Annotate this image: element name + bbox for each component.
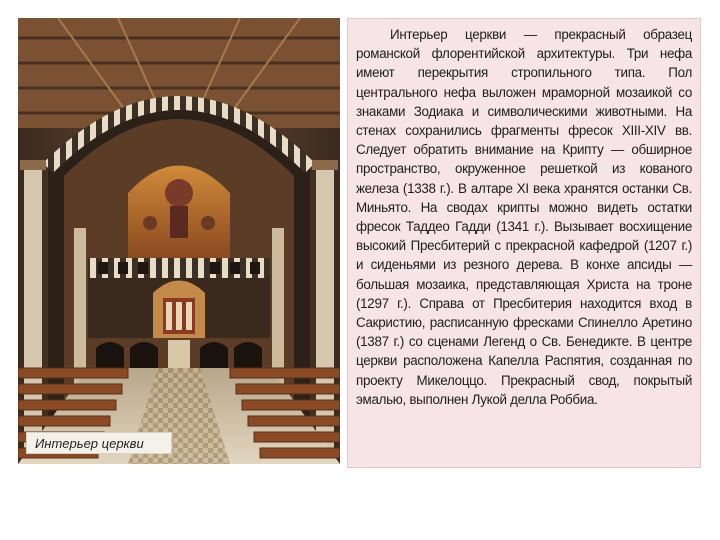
article-text-box (347, 18, 701, 468)
church-interior-photo (18, 18, 340, 464)
photo-caption: Интерьер церкви (26, 432, 172, 454)
article-paragraph: Интерьер церкви — прекрасный образец романской флорентийской архитектуры. Три нефа имеют перекрытия стропильного типа. Пол центрального нефа выложен мраморной мозаикой со знаками Зодиака и символическими животными. На стенах сохранились фрагменты фресок XIII-XIV вв. Следует обратить внимание на Крипту — обширное пространство, окруженное решеткой из кованого железа (1338 г.). В алтаре XI века хранятся останки Св. Миньято. На сводах крипты можно видеть остатки фресок Таддео Гадди (1341 г.). Вызывает восхищение высокий Пресбитерий с прекрасной кафедрой (1207 г.) и сиденьями из резного дерева. В конхе апсиды — большая мозаика, представляющая Христа на троне (1297 г.). Справа от Пресбитерия находится вход в Сакристию, расписанную фресками Спинелло Аретино (1387 г.) со сценами Легенд о Св. Бенедикте. В центре церкви расположена Капелла Распятия, созданная по проекту Микелоццо. Прекрасный свод, покрытый эмалью, выполнен Лукой делла Роббиа. (356, 27, 692, 407)
